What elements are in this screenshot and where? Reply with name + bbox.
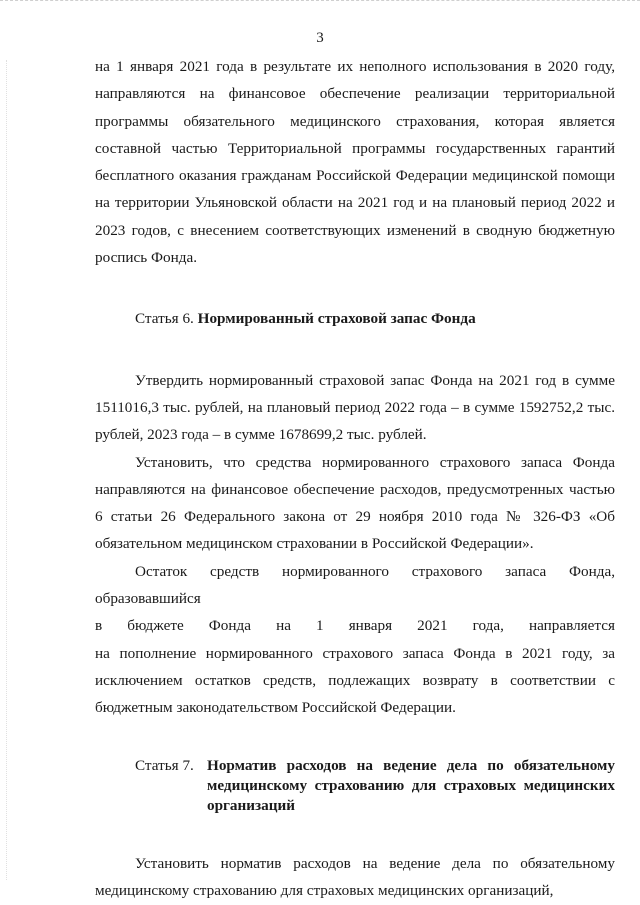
word: года,: [472, 617, 504, 635]
article-6-heading: [95, 305, 615, 332]
article-6-paragraph-3-line-2: [95, 612, 615, 639]
continuation-paragraph: на 1 января 2021 года в результате их неполного использования в 2020 году, направляются на финансовое обеспечение реализации территориальной программы обязательного медицинского страхования, которая является составной частью Территориальной программы государственных гарантий бесплатного оказания гражданам Российской Федерации медицинской помощи на территории Ульяновской области на 2021 год и на плановый период 2022 и 2023 годов, с внесением соответствующих изменений в сводную бюджетную роспись Фонда.: [95, 58, 615, 267]
article-6-paragraph-2: Установить, что средства нормированного страхового запаса Фонда направляются на финансовое обеспечение расходов, предусмотренных частью 6 статьи 26 Федерального закона от 29 ноября 2010 года № 326-ФЗ «Об обязательном медицинском страховании в Российской Федерации».: [95, 453, 615, 553]
document-body: [95, 53, 615, 904]
word: на: [276, 617, 291, 635]
article-7-title: Норматив расходов на ведение дела по обязательному медицинскому страхованию для страховых медицинских организаций: [207, 756, 615, 814]
spacer: [95, 333, 615, 367]
word: Фонда: [208, 617, 251, 635]
spacer: [95, 722, 615, 756]
word: в: [95, 617, 103, 635]
article-6-paragraph-3-rest: на пополнение нормированного страхового запаса Фонда в 2021 году, за исключением остатков средств, подлежащих возврату в соответствии с бюджетным законодательством Российской Федерации.: [95, 644, 615, 717]
word: направляется: [528, 617, 615, 635]
article-7-label: Статья 7.: [135, 756, 194, 774]
article-6-label: Статья 6.: [135, 310, 194, 328]
article-6-paragraph-1: Утвердить нормированный страховой запас Фонда на 2021 год в сумме 1511016,3 тыс. рублей, на плановый период 2022 года – в сумме 1592752,2 тыс. рублей, 2023 года – в сумме 1678699,2 тыс. рублей.: [95, 371, 615, 444]
word: бюджете: [127, 617, 184, 635]
article-6-paragraph-3: [95, 558, 615, 722]
article-6-paragraph-3-line-1: Остаток средств нормированного страхового запаса Фонда, образовавшийся: [95, 562, 615, 608]
article-7-heading: [95, 756, 615, 816]
spacer: [95, 816, 615, 850]
word: 2021: [417, 617, 448, 635]
article-6-title: Нормированный страховой запас Фонда: [197, 310, 476, 328]
scan-left-edge: [6, 60, 8, 880]
word: января: [348, 617, 393, 635]
spacer: [95, 271, 615, 305]
word: 1: [316, 617, 324, 635]
scan-top-edge: [0, 0, 640, 9]
page-number: 3: [316, 30, 324, 46]
article-7-paragraph-1: Установить норматив расходов на ведение дела по обязательному медицинскому страхованию для страховых медицинских организаций,: [95, 854, 615, 899]
